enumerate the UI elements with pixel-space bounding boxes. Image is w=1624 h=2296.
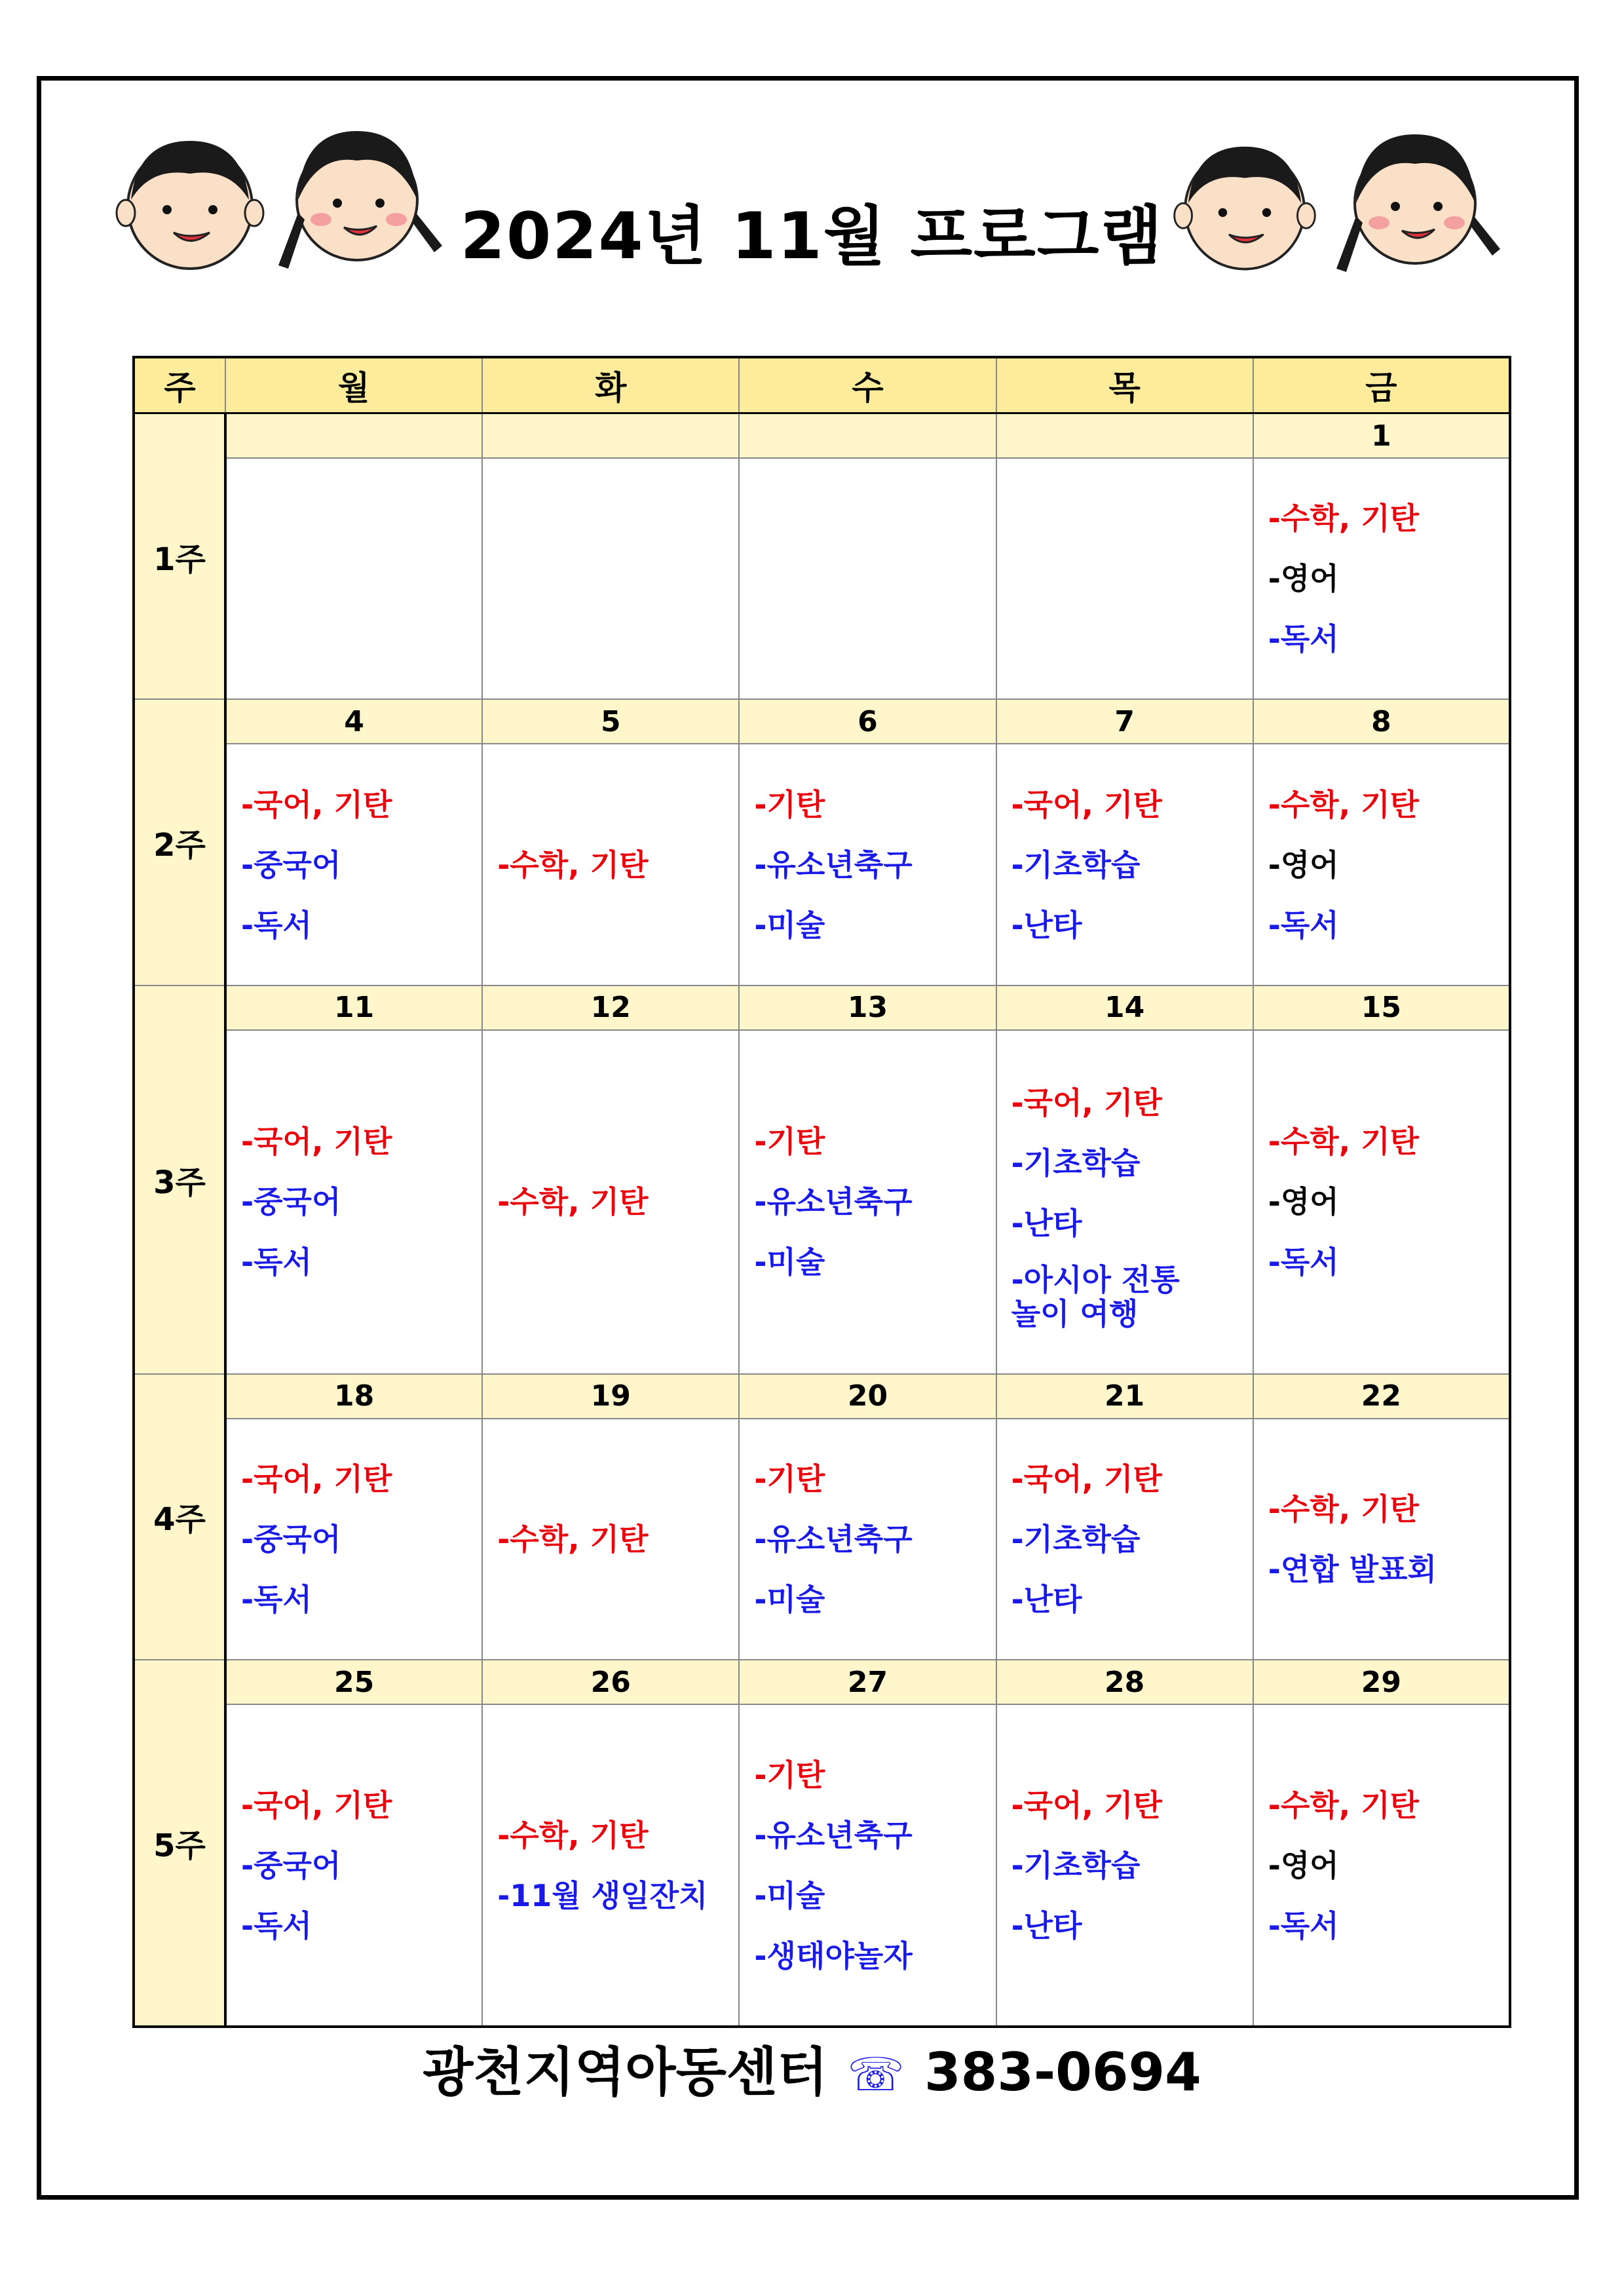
header-row (134, 357, 1510, 413)
program-item: -국어, 기탄 (241, 1461, 392, 1497)
date-cell: 25 (225, 1660, 482, 1704)
program-item: -중국어 (241, 1184, 341, 1220)
program-cell (1253, 458, 1510, 699)
program-item: -수학, 기탄 (1268, 501, 1420, 537)
program-item: -수학, 기탄 (1268, 1787, 1420, 1823)
date-row (134, 413, 1510, 459)
program-item: -독서 (241, 907, 312, 943)
program-row (134, 1704, 1510, 2027)
program-cell (482, 1030, 739, 1374)
program-item: -유소년축구 (754, 1184, 913, 1220)
program-item: -영어 (1268, 1184, 1339, 1220)
program-calendar (132, 356, 1511, 2028)
program-cell (739, 1419, 996, 1660)
program-row (134, 744, 1510, 985)
date-cell: 13 (739, 985, 996, 1030)
program-item: -국어, 기탄 (1011, 786, 1162, 822)
program-row (134, 458, 1510, 699)
program-item: -영어 (1268, 847, 1339, 883)
center-name: 광천지역아동센터 (423, 2042, 828, 2103)
date-row (134, 985, 1510, 1030)
program-item: -아시아 전통 놀이 여행 (1011, 1262, 1180, 1332)
program-item: -독서 (241, 1907, 312, 1943)
date-cell: 28 (996, 1660, 1253, 1704)
program-cell (996, 744, 1253, 985)
program-item: -국어, 기탄 (241, 1787, 392, 1823)
week-label: 3주 (134, 985, 225, 1374)
program-item: -영어 (1268, 1847, 1339, 1883)
date-cell: 26 (482, 1660, 739, 1704)
program-cell (1253, 1419, 1510, 1660)
program-item: -미술 (754, 1877, 825, 1913)
date-cell: 29 (1253, 1660, 1510, 1704)
program-item: -미술 (754, 907, 825, 943)
page-title: 2024년 11월 프로그램 (460, 199, 1164, 274)
program-cell (996, 458, 1253, 699)
week-label: 2주 (134, 699, 225, 985)
program-cell (996, 1419, 1253, 1660)
program-cell (739, 1030, 996, 1374)
program-item: -생태야놀자 (754, 1938, 913, 1974)
program-item: -수학, 기탄 (1268, 1491, 1420, 1527)
program-item: -수학, 기탄 (497, 847, 649, 883)
program-item: -기초학습 (1011, 1847, 1141, 1883)
date-cell: 22 (1253, 1374, 1510, 1419)
program-cell (996, 1704, 1253, 2027)
program-item: -수학, 기탄 (497, 1817, 649, 1853)
date-cell: 7 (996, 699, 1253, 744)
program-item: -독서 (241, 1581, 312, 1617)
program-item: -미술 (754, 1581, 825, 1617)
header-thu: 목 (996, 357, 1253, 413)
program-item: -영어 (1268, 561, 1339, 597)
date-cell (225, 413, 482, 459)
program-item: -독서 (1268, 1244, 1339, 1280)
program-item: -국어, 기탄 (241, 1124, 392, 1160)
date-cell: 27 (739, 1660, 996, 1704)
date-cell (739, 413, 996, 459)
program-item: -수학, 기탄 (1268, 786, 1420, 822)
date-cell: 4 (225, 699, 482, 744)
program-item: -미술 (754, 1244, 825, 1280)
program-cell (482, 744, 739, 985)
header-wed: 수 (739, 357, 996, 413)
program-item: -국어, 기탄 (1011, 1787, 1162, 1823)
program-item: -난타 (1011, 1206, 1082, 1242)
program-item: -기초학습 (1011, 847, 1141, 883)
program-item: -독서 (1268, 907, 1339, 943)
program-cell (739, 1704, 996, 2027)
program-item: -기초학습 (1011, 1521, 1141, 1557)
program-cell (225, 458, 482, 699)
phone-number: 383-0694 (924, 2042, 1201, 2103)
program-item: -수학, 기탄 (1268, 1124, 1420, 1160)
week-label: 4주 (134, 1374, 225, 1660)
date-row (134, 699, 1510, 744)
date-cell: 20 (739, 1374, 996, 1419)
program-item: -국어, 기탄 (1011, 1085, 1162, 1121)
date-cell: 18 (225, 1374, 482, 1419)
program-cell (225, 744, 482, 985)
program-item: -기초학습 (1011, 1145, 1141, 1181)
header-mon: 월 (225, 357, 482, 413)
date-cell: 19 (482, 1374, 739, 1419)
program-cell (225, 1704, 482, 2027)
program-item: -난타 (1011, 907, 1082, 943)
program-item: -중국어 (241, 1847, 341, 1883)
program-item: -유소년축구 (754, 847, 913, 883)
program-item: -유소년축구 (754, 1521, 913, 1557)
footer (0, 2030, 1624, 2105)
program-item: -기탄 (754, 1124, 825, 1160)
program-cell (482, 458, 739, 699)
program-row (134, 1419, 1510, 1660)
date-cell (996, 413, 1253, 459)
program-item: -유소년축구 (754, 1817, 913, 1853)
program-item: -기탄 (754, 1461, 825, 1497)
program-row (134, 1030, 1510, 1374)
program-item: -독서 (241, 1244, 312, 1280)
program-item: -11월 생일잔치 (497, 1877, 708, 1913)
date-cell: 15 (1253, 985, 1510, 1030)
program-cell (225, 1419, 482, 1660)
program-item: -수학, 기탄 (497, 1184, 649, 1220)
date-row (134, 1660, 1510, 1704)
date-cell: 1 (1253, 413, 1510, 459)
program-cell (1253, 1704, 1510, 2027)
date-cell: 5 (482, 699, 739, 744)
program-item: -수학, 기탄 (497, 1521, 649, 1557)
program-cell (1253, 744, 1510, 985)
program-item: -독서 (1268, 621, 1339, 657)
program-item: -난타 (1011, 1907, 1082, 1943)
header-fri: 금 (1253, 357, 1510, 413)
date-cell: 21 (996, 1374, 1253, 1419)
telephone-icon: ☏ (847, 2048, 905, 2101)
date-cell: 14 (996, 985, 1253, 1030)
program-item: -기탄 (754, 786, 825, 822)
header-week: 주 (134, 357, 225, 413)
week-label: 5주 (134, 1660, 225, 2027)
program-item: -중국어 (241, 847, 341, 883)
program-cell (739, 458, 996, 699)
program-cell (482, 1419, 739, 1660)
program-cell (482, 1704, 739, 2027)
program-item: -독서 (1268, 1907, 1339, 1943)
program-item: -기탄 (754, 1757, 825, 1793)
date-cell: 12 (482, 985, 739, 1030)
header-tue: 화 (482, 357, 739, 413)
date-row (134, 1374, 1510, 1419)
program-item: -난타 (1011, 1581, 1082, 1617)
program-item: -연합 발표회 (1268, 1551, 1437, 1587)
program-item: -국어, 기탄 (241, 786, 392, 822)
program-cell (1253, 1030, 1510, 1374)
program-cell (739, 744, 996, 985)
program-item: -중국어 (241, 1521, 341, 1557)
week-label: 1주 (134, 413, 225, 700)
program-item: -국어, 기탄 (1011, 1461, 1162, 1497)
date-cell: 8 (1253, 699, 1510, 744)
program-cell (996, 1030, 1253, 1374)
program-cell (225, 1030, 482, 1374)
date-cell: 11 (225, 985, 482, 1030)
date-cell: 6 (739, 699, 996, 744)
date-cell (482, 413, 739, 459)
